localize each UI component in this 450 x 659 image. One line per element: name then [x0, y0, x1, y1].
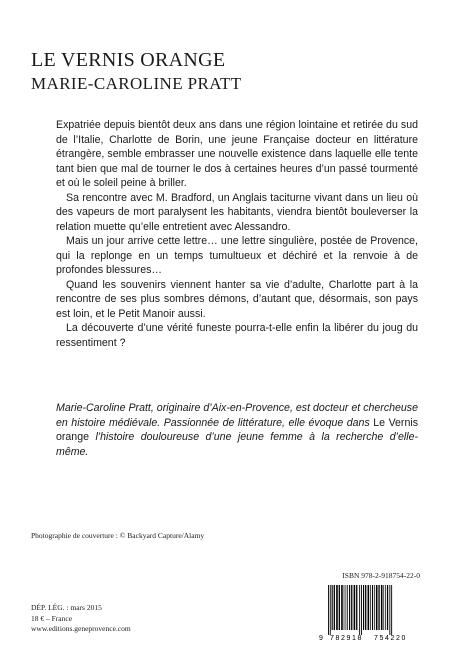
- barcode: [318, 584, 422, 642]
- blurb-paragraph: Quand les souvenirs viennent hanter sa vie d’adulte, Charlotte part à la rencontre de ses plus sombres démons, d’autant que, désormais, son pays est loin, et le Petit Manoir aussi.: [56, 278, 418, 320]
- barcode-bar: [346, 585, 347, 630]
- barcode-right-digits: 754220: [374, 635, 407, 642]
- barcode-bar: [389, 585, 390, 635]
- barcode-bar: [344, 585, 345, 630]
- barcode-bar: [385, 585, 386, 630]
- barcode-bar: [351, 585, 352, 630]
- photo-credit: Photographie de couverture : © Backyard Capture/Alamy: [31, 531, 205, 540]
- isbn: ISBN 978-2-918754-22-0: [342, 571, 420, 580]
- blurb-paragraph: La découverte d’une vérité funeste pourra-t-elle enfin la libérer du joug du ressentiment ?: [56, 322, 418, 349]
- barcode-bar: [363, 585, 364, 630]
- barcode-bar: [376, 585, 378, 630]
- barcode-bar: [372, 585, 373, 630]
- barcode-graphic: [318, 584, 422, 642]
- barcode-bar: [391, 585, 392, 635]
- barcode-bar: [354, 585, 356, 630]
- barcode-bar: [332, 585, 333, 630]
- barcode-bar: [334, 585, 335, 630]
- barcode-bar: [365, 585, 366, 630]
- price: 18 € – France: [31, 613, 73, 623]
- barcode-bar: [368, 585, 370, 630]
- barcode-bar: [339, 585, 340, 630]
- barcode-lead-digit: 9: [319, 635, 323, 642]
- barcode-bar: [374, 585, 375, 630]
- barcode-left-digits: 782918: [330, 635, 363, 642]
- bio-text: Marie-Caroline Pratt, originaire d’Aix-en-Provence, est docteur et chercheuse en histoire médiévale. Passionnée de littérature, elle évoque dans: [56, 402, 418, 429]
- barcode-bar: [356, 585, 357, 630]
- bio-text: l’histoire douloureuse d’une jeune femme à la recherche d’elle-même.: [56, 431, 418, 458]
- barcode-bar: [341, 585, 343, 630]
- barcode-bar: [378, 585, 379, 630]
- barcode-bar: [349, 585, 350, 630]
- barcode-bar: [328, 585, 329, 635]
- book-title: LE VERNIS ORANGE: [31, 49, 226, 71]
- blurb-paragraph: Expatriée depuis bientôt deux ans dans une région lointaine et retirée du sud de l’Italie, Charlotte de Borin, une jeune Française docteur en littérature étrangère, semble embrasser une nouvelle existence dans laquelle elle tente tant bien que mal de tourner le dos à certaines heures d’un passé tourmenté et où le soleil peine à briller.: [56, 119, 418, 189]
- barcode-bar: [370, 585, 371, 630]
- barcode-bar: [361, 585, 362, 635]
- book-blurb: [56, 118, 418, 350]
- bio-book-reference: Le Vernis orange: [56, 416, 419, 443]
- barcode-bar: [383, 585, 384, 630]
- legal-deposit: DÉP. LÉG. : mars 2015: [31, 603, 102, 612]
- legal-info: [31, 603, 131, 635]
- barcode-bar: [387, 585, 388, 630]
- book-author: MARIE-CAROLINE PRATT: [31, 74, 242, 93]
- barcode-bar: [336, 585, 338, 630]
- barcode-bar: [347, 585, 348, 630]
- blurb-paragraph: Mais un jour arrive cette lettre… une lettre singulière, postée de Provence, qui la replonge en un temps tumultueux et déchiré et la renvoie à de profondes blessures…: [56, 235, 418, 276]
- author-bio: [56, 401, 418, 459]
- barcode-bar: [359, 585, 360, 635]
- barcode-bar: [381, 585, 383, 630]
- publisher-website: www.editions.geneprovence.com: [31, 624, 131, 633]
- barcode-bar: [330, 585, 331, 635]
- blurb-paragraph: Sa rencontre avec M. Bradford, un Anglais taciturne vivant dans un lieu où des vapeurs de mort paralysent les habitants, viendra bientôt bouleverser la relation muette qu’elle entretient avec Alessandro.: [56, 191, 418, 233]
